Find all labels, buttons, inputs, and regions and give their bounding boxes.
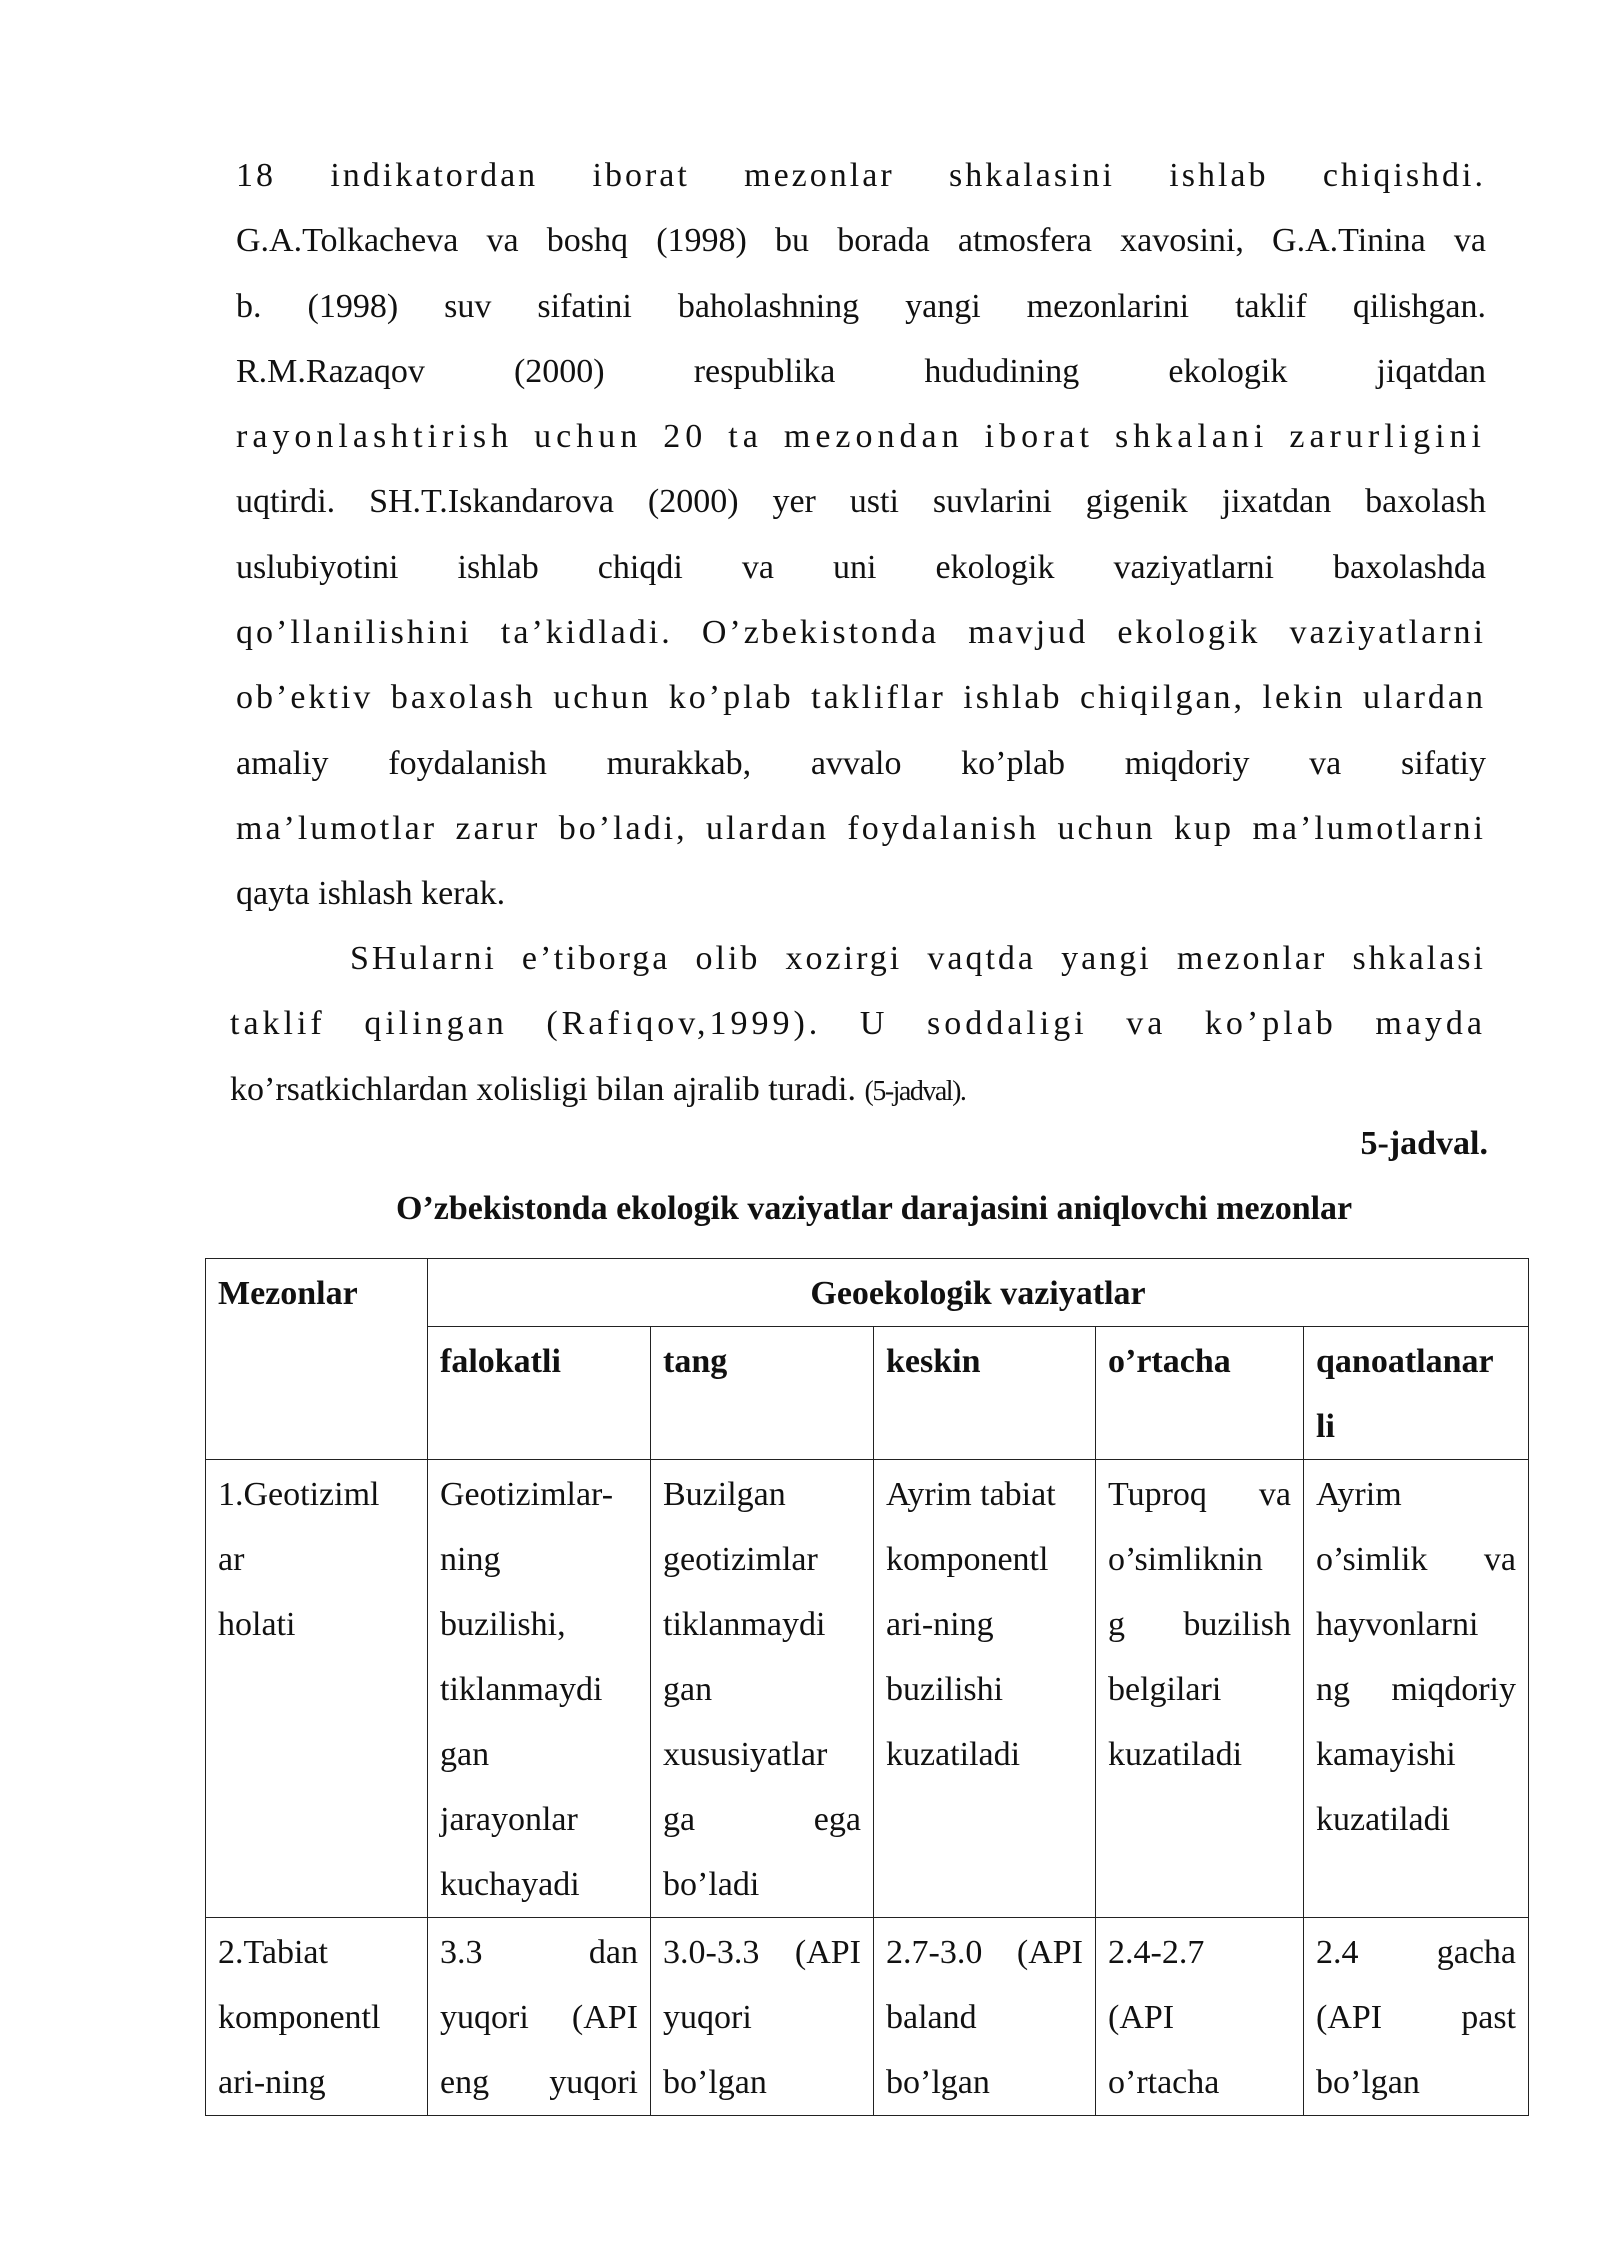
header-falokatli: falokatli	[428, 1327, 651, 1460]
cell-line: o’simliknin	[1108, 1541, 1263, 1578]
cell-line: bo’lgan	[663, 2064, 767, 2101]
cell-line: yuqori	[663, 1999, 752, 2036]
header-keskin: keskin	[874, 1327, 1096, 1460]
paragraph-2	[230, 926, 1486, 1122]
text-line: rayonlashtirish uchun 20 ta mezondan iborat shkalani zarurligini	[236, 418, 1486, 456]
row-criterion	[206, 1460, 428, 1918]
text-line: ma’lumotlar zarur bo’ladi, ulardan foydalanish uchun kup ma’lumotlarni	[236, 809, 1486, 847]
cell-line: (API past	[1316, 1999, 1517, 2036]
cell-line: qanoatlanar	[1316, 1343, 1494, 1380]
text-line: qayta ishlash kerak.	[236, 875, 506, 913]
text-line	[230, 1057, 1486, 1122]
cell-line: kamayishi	[1316, 1736, 1456, 1773]
table-cell	[651, 1918, 874, 2116]
cell-line: kuzatiladi	[1316, 1801, 1451, 1838]
cell-line: kuchayadi	[440, 1866, 580, 1903]
cell-line: komponentl	[218, 1999, 381, 2036]
cell-line: holati	[218, 1606, 296, 1643]
cell-line: baland	[886, 1999, 977, 2036]
table-cell	[1304, 1918, 1529, 2116]
cell-line: ga ega	[663, 1801, 861, 1838]
table-cell	[651, 1460, 874, 1918]
table-header-row	[206, 1259, 1529, 1327]
cell-line: buzilishi	[886, 1671, 1004, 1708]
cell-line: g buzilish	[1108, 1606, 1291, 1643]
text-line: uqtirdi. SH.T.Iskandarova (2000) yer usti suvlarini gigenik jixatdan baxolash	[236, 483, 1486, 521]
text-line: 18 indikatordan iborat mezonlar shkalasini ishlab chiqishdi.	[236, 157, 1486, 194]
text-line: qo’llanilishini ta’kidladi. O’zbekistonda mavjud ekologik vaziyatlarni	[236, 614, 1486, 652]
table-cell	[428, 1460, 651, 1918]
cell-line: 2.4-2.7	[1108, 1934, 1205, 1971]
cell-line: 1.Geotiziml	[218, 1476, 380, 1513]
table-title: O’zbekistonda ekologik vaziyatlar darajasini aniqlovchi mezonlar	[396, 1190, 1353, 1227]
table-cell	[1304, 1460, 1529, 1918]
cell-line: ari-ning	[218, 2064, 326, 2101]
table-cell	[874, 1918, 1096, 2116]
cell-line: gan	[663, 1671, 713, 1708]
cell-line: tiklanmaydi	[440, 1671, 603, 1708]
cell-line: ar	[218, 1541, 245, 1578]
cell-line: Buzilgan	[663, 1476, 786, 1513]
text-line-body: ko’rsatkichlardan xolisligi bilan ajralib turadi.	[230, 1070, 856, 1108]
table-cell	[428, 1918, 651, 2116]
cell-line: 3.3 dan	[440, 1934, 638, 1971]
cell-line: yuqori (API	[440, 1999, 638, 2036]
text-line: R.M.Razaqov (2000) respublika hududining ekologik jiqatdan	[236, 352, 1486, 390]
text-line: SHularni e’tiborga olib xozirgi vaqtda yangi mezonlar shkalasi	[350, 940, 1486, 977]
cell-line: hayvonlarni	[1316, 1606, 1479, 1643]
cell-line: 3.0-3.3 (API	[663, 1934, 861, 1971]
cell-line: tiklanmaydi	[663, 1606, 826, 1643]
table-cell	[1096, 1918, 1304, 2116]
table-row	[206, 1460, 1529, 1918]
text-line: ob’ektiv baxolash uchun ko’plab takliflar ishlab chiqilgan, lekin ulardan	[236, 679, 1486, 717]
cell-line: 2.Tabiat	[218, 1934, 328, 1971]
cell-line: bo’ladi	[663, 1866, 760, 1903]
cell-line: ari-ning	[886, 1606, 994, 1643]
table-cell	[1096, 1460, 1304, 1918]
cell-line: (API	[1108, 1999, 1175, 2036]
cell-line: Ayrim tabiat	[886, 1476, 1056, 1513]
cell-line: Geotizimlar-	[440, 1476, 614, 1513]
cell-line: li	[1316, 1408, 1335, 1445]
text-line: b. (1998) suv sifatini baholashning yangi mezonlarini taklif qilishgan.	[236, 287, 1486, 325]
cell-line: xususiyatlar	[663, 1736, 828, 1773]
text-line: uslubiyotini ishlab chiqdi va uni ekologik vaziyatlarni baxolashda	[236, 548, 1486, 586]
header-qanoatlanarli	[1304, 1327, 1529, 1460]
cell-line: kuzatiladi	[886, 1736, 1021, 1773]
text-line: G.A.Tolkacheva va boshq (1998) bu borada atmosfera xavosini, G.A.Tinina va	[236, 222, 1486, 260]
paragraph-1	[236, 143, 1486, 927]
cell-line: gan	[440, 1736, 490, 1773]
cell-line: ng miqdoriy	[1316, 1671, 1517, 1708]
cell-line: bo’lgan	[886, 2064, 990, 2101]
cell-line: eng yuqori	[440, 2064, 638, 2101]
table-cell	[874, 1460, 1096, 1918]
cell-line: ning	[440, 1541, 501, 1578]
criteria-table	[205, 1258, 1529, 2116]
cell-line: o’simlik va	[1316, 1541, 1517, 1578]
cell-line: jarayonlar	[440, 1801, 578, 1838]
table-number: 5-jadval.	[1360, 1125, 1488, 1162]
row-criterion	[206, 1918, 428, 2116]
header-tang: tang	[651, 1327, 874, 1460]
cell-line: Tuproq va	[1108, 1476, 1291, 1513]
table-reference: (5-jadval).	[864, 1075, 966, 1107]
cell-line: komponentl	[886, 1541, 1049, 1578]
header-mezonlar: Mezonlar	[206, 1259, 428, 1460]
text-line: amaliy foydalanish murakkab, avvalo ko’plab miqdoriy va sifatiy	[236, 744, 1486, 782]
text-line: taklif qilingan (Rafiqov,1999). U soddaligi va ko’plab mayda	[230, 1005, 1486, 1043]
cell-line: Ayrim	[1316, 1476, 1402, 1513]
cell-line: buzilishi,	[440, 1606, 566, 1643]
header-geoekologik: Geoekologik vaziyatlar	[428, 1259, 1529, 1327]
cell-line: 2.4 gacha	[1316, 1934, 1517, 1971]
cell-line: belgilari	[1108, 1671, 1222, 1708]
table-row	[206, 1918, 1529, 2116]
cell-line: geotizimlar	[663, 1541, 818, 1578]
cell-line: o’rtacha	[1108, 2064, 1220, 2101]
cell-line: kuzatiladi	[1108, 1736, 1243, 1773]
header-ortacha: o’rtacha	[1096, 1327, 1304, 1460]
cell-line: 2.7-3.0 (API	[886, 1934, 1083, 1971]
cell-line: bo’lgan	[1316, 2064, 1420, 2101]
